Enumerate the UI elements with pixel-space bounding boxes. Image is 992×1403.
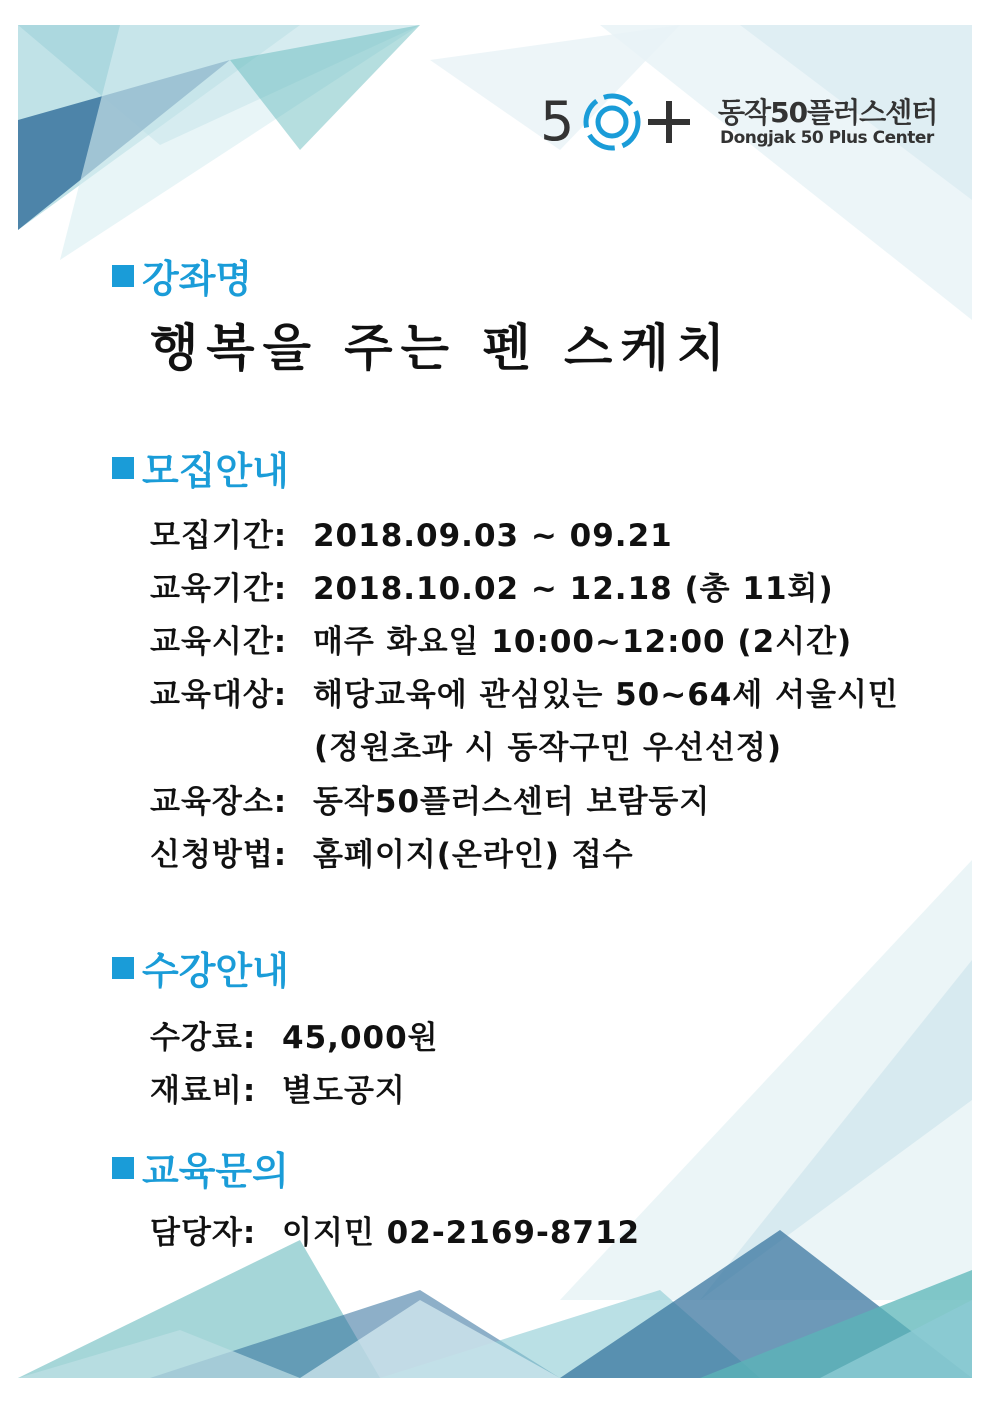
square-bullet-icon: [112, 457, 134, 479]
info-label: 교육기간:: [150, 571, 288, 607]
info-label: 모집기간:: [150, 518, 288, 554]
info-value: 2018.10.02 ~ 12.18 (총 11회): [312, 571, 834, 607]
info-row-location: [150, 776, 710, 821]
info-value: 45,000원: [282, 1020, 439, 1056]
info-value: 2018.09.03 ~ 09.21: [312, 518, 673, 554]
square-bullet-icon: [112, 265, 134, 287]
info-label: 교육시간:: [150, 624, 288, 660]
section-title: 교육문의: [142, 1149, 289, 1193]
square-bullet-icon: [112, 957, 134, 979]
section-title: 강좌명: [142, 257, 253, 301]
info-row-education-period: [150, 563, 834, 608]
info-row-apply-method: [150, 829, 634, 874]
square-bullet-icon: [112, 1157, 134, 1179]
info-label: 신청방법:: [150, 837, 288, 873]
info-row-target-note: (정원초과 시 동작구민 우선선정): [314, 730, 783, 766]
fifty-plus-logo-mark: [540, 88, 700, 158]
info-value: 동작50플러스센터 보람둥지: [312, 784, 711, 820]
section-title: 모집안내: [142, 449, 289, 493]
info-row-recruit-period: [150, 510, 673, 555]
info-label: 교육장소:: [150, 784, 288, 820]
info-row-contact-person: [150, 1207, 640, 1252]
info-value: 해당교육에 관심있는 50~64세 서울시민: [312, 677, 899, 713]
section-contact-header: [112, 1140, 289, 1195]
info-value: 별도공지: [282, 1073, 406, 1109]
course-title: 행복을 주는 펜 스케치: [150, 319, 733, 377]
info-value: 홈페이지(온라인) 접수: [312, 837, 634, 873]
info-value: 매주 화요일 10:00~12:00 (2시간): [312, 624, 853, 660]
svg-text:5: 5: [540, 90, 575, 153]
info-row-target: [150, 669, 899, 714]
info-label: 재료비:: [150, 1073, 257, 1109]
section-course-header: [112, 248, 252, 303]
center-name-english: Dongjak 50 Plus Center: [720, 128, 934, 148]
info-row-tuition: [150, 1012, 439, 1057]
info-value: 이지민 02-2169-8712: [282, 1215, 641, 1251]
info-label: 담당자:: [150, 1215, 257, 1251]
info-label: 교육대상:: [150, 677, 288, 713]
section-fee-header: [112, 940, 289, 995]
section-title: 수강안내: [142, 949, 289, 993]
section-recruit-header: [112, 440, 289, 495]
center-name-korean: 동작50플러스센터: [718, 96, 938, 129]
info-row-education-time: [150, 616, 852, 661]
info-label: 수강료:: [150, 1020, 257, 1056]
info-row-material-fee: [150, 1065, 406, 1110]
